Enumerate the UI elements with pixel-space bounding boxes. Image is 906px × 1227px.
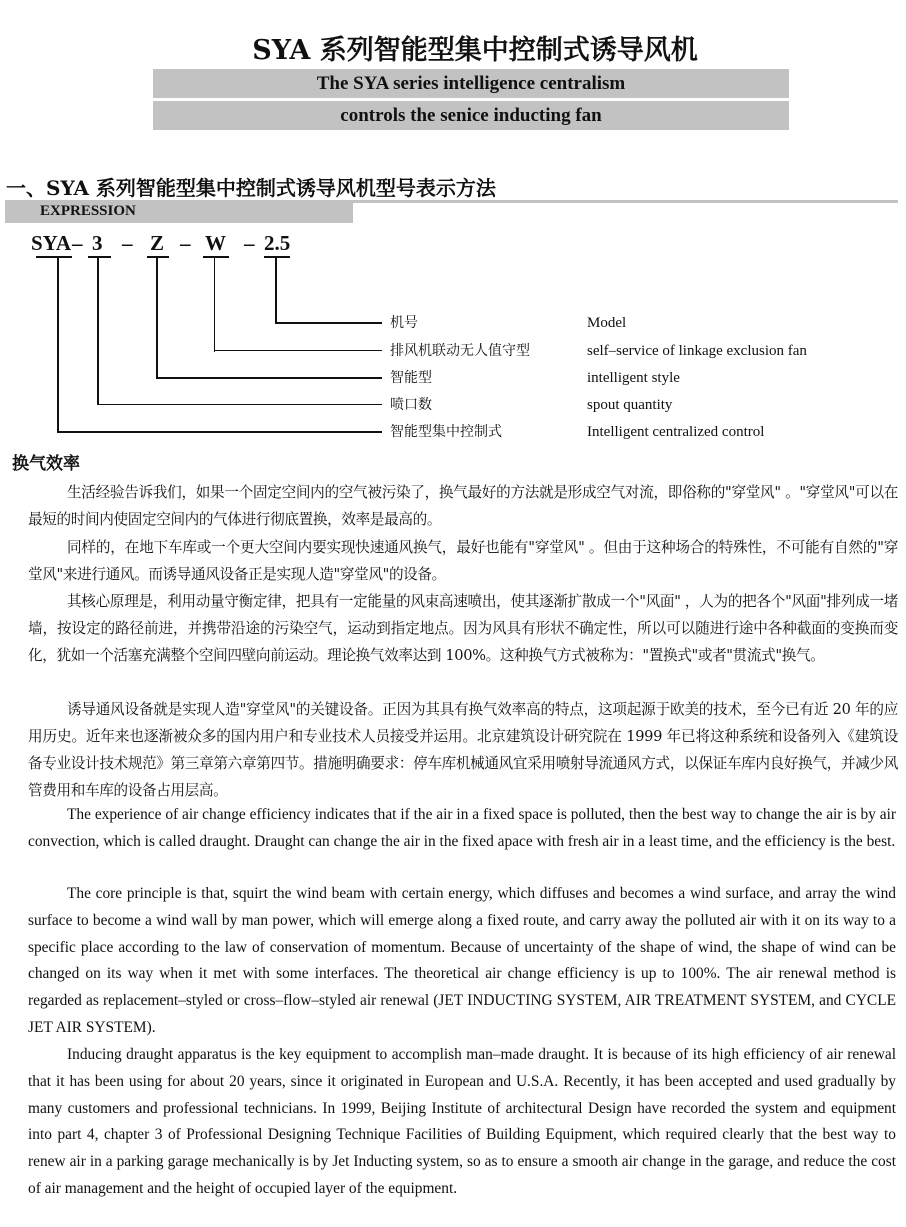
subtitle-bar-1 bbox=[153, 69, 789, 98]
leader-spouts-vertical bbox=[97, 257, 99, 405]
leader-series-horizontal bbox=[57, 431, 382, 433]
legend-en-linkage: self–service of linkage exclusion fan bbox=[587, 343, 807, 359]
paragraph-cn: 同样的，在地下车库或一个更大空间内要实现快速通风换气，最好也能有"穿堂风" 。但由于这种场合的特殊性，不可能有自然的"穿堂风"来进行通风。而诱导通风设备正是实现人造"穿堂风"的设备。 bbox=[28, 539, 898, 583]
underline-linkage bbox=[203, 256, 229, 258]
code-separator: – bbox=[180, 231, 191, 255]
legend-en-intelligent: intelligent style bbox=[587, 370, 680, 386]
paragraph-cn: 诱导通风设备就是实现人造"穿堂风"的关键设备。正因为其具有换气效率高的特点，这项起源于欧美的技术，至今已有近 20 年的应用历史。近年来也逐渐被众多的国内用户和专业技术人员接受并运用。北京建筑设计研究院在 1999 年已将这种系统和设备列入《建筑设备专业设计技术规范》第三章第六章第四节。措施明确要求：停车库机械通风宜采用喷射导流通风方式，以保证车库内良好换气，并减少风管费用和车库的设备占用层高。 bbox=[28, 701, 898, 799]
body-heading: 换气效率 bbox=[12, 454, 80, 474]
paragraph-cn: 生活经验告诉我们，如果一个固定空间内的空气被污染了，换气最好的方法就是形成空气对流，即俗称的"穿堂风" 。"穿堂风"可以在最短的时间内使固定空间内的气体进行彻底置换，效率是最高的。 bbox=[28, 484, 898, 528]
underline-intelligent bbox=[147, 256, 169, 258]
leader-linkage-vertical bbox=[214, 257, 215, 352]
code-part-intelligent: Z bbox=[150, 231, 165, 255]
paragraph-en: The core principle is that, squirt the wind beam with certain energy, which diffuses and becomes a wind surface, and array the wind surface to become a wind wall by man power, which will emerge along a fixed route, and carry away the polluted air with it on its way to a specific place according to the law of conservation of momentum. Because of uncertainty of the shape of wind, the shape of wind can be changed on its way when it met with some interfaces. The theoretical air change efficiency is up to 100%. The air renewal method is regarded as replacement–styled or cross–flow–styled air renewal (JET INDUCTING SYSTEM, AIR TREATMENT SYSTEM, and CYCLE JET AIR SYSTEM). bbox=[28, 885, 896, 1036]
section-title: 一、SYA 系列智能型集中控制式诱导风机型号表示方法 bbox=[6, 176, 496, 200]
subtitle-line-2: controls the senice inducting fan bbox=[340, 105, 602, 126]
expression-bar bbox=[5, 200, 353, 223]
leader-series-vertical bbox=[57, 257, 59, 433]
legend-cn-intelligent: 智能型 bbox=[390, 370, 432, 386]
paragraph-cn: 其核心原理是，利用动量守衡定律，把具有一定能量的风束高速喷出，使其逐渐扩散成一个"风面" ，人为的把各个"风面"排列成一堵墙，按设定的路径前进，并携带沿途的污染空气，运动到指定地点。因为风具有形状不确定性，所以可以随进行途中各种截面的变换而变化，犹如一个活塞充满整个空间四壁向前运动。理论换气效率达到 100%。这种换气方式被称为："置换式"或者"贯流式"换气。 bbox=[28, 593, 898, 664]
section-rule bbox=[353, 200, 898, 203]
legend-en-spouts: spout quantity bbox=[587, 397, 673, 413]
legend-cn-linkage: 排风机联动无人值守型 bbox=[390, 343, 530, 359]
leader-linkage-horizontal bbox=[214, 350, 382, 351]
subtitle-bar-2 bbox=[153, 101, 789, 130]
paragraph-en: The experience of air change efficiency indicates that if the air in a fixed space is polluted, then the best way to change the air is by air convection, which is called draught. Draught can change the air in the fixed apace with fresh air in a least time, and the efficiency is the best. bbox=[28, 806, 896, 850]
legend-en-series: Intelligent centralized control bbox=[587, 424, 765, 440]
subtitle-line-1: The SYA series intelligence centralism bbox=[316, 73, 626, 94]
leader-model-number-vertical bbox=[275, 257, 277, 324]
code-separator: – bbox=[244, 231, 255, 255]
legend-cn-spouts: 喷口数 bbox=[390, 397, 432, 413]
underline-model-number bbox=[264, 256, 290, 258]
underline-series bbox=[36, 256, 72, 258]
code-part-series: SYA bbox=[31, 231, 72, 255]
paragraph-en: Inducing draught apparatus is the key equipment to accomplish man–made draught. It is because of its high efficiency of air renewal that it has been using for about 20 years, since it originated in European and U.S.A. Recently, it has been accepted and used gradually by many customers and professional technicians. In 1999, Beijing Institute of architectural Design have recorded the system and equipment into part 4, chapter 3 of Professional Designing Technique Facilities of Building Equipment, which required clearly that the best way to renew air in a parking garage mechanically is by Jet Inducting system, so as to ensure a smooth air change in the garage, and reduce the cost of air management and the height of occupied layer of the equipment. bbox=[28, 1046, 896, 1197]
legend-cn-series: 智能型集中控制式 bbox=[390, 424, 502, 440]
leader-model-number-horizontal bbox=[275, 322, 382, 324]
underline-spouts bbox=[88, 256, 111, 258]
code-separator: – bbox=[122, 231, 133, 255]
legend-cn-model: 机号 bbox=[390, 315, 418, 331]
legend-en-model: Model bbox=[587, 315, 627, 331]
code-part-model-number: 2.5 bbox=[264, 231, 291, 255]
expression-label: EXPRESSION bbox=[40, 203, 136, 219]
leader-intelligent-horizontal bbox=[156, 377, 382, 379]
leader-spouts-horizontal bbox=[97, 404, 382, 405]
code-part-spouts: 3 bbox=[92, 231, 103, 255]
code-part-linkage: W bbox=[205, 231, 226, 255]
leader-intelligent-vertical bbox=[156, 257, 158, 379]
page-title: SYA 系列智能型集中控制式诱导风机 bbox=[252, 35, 698, 66]
code-separator: – bbox=[72, 231, 83, 255]
